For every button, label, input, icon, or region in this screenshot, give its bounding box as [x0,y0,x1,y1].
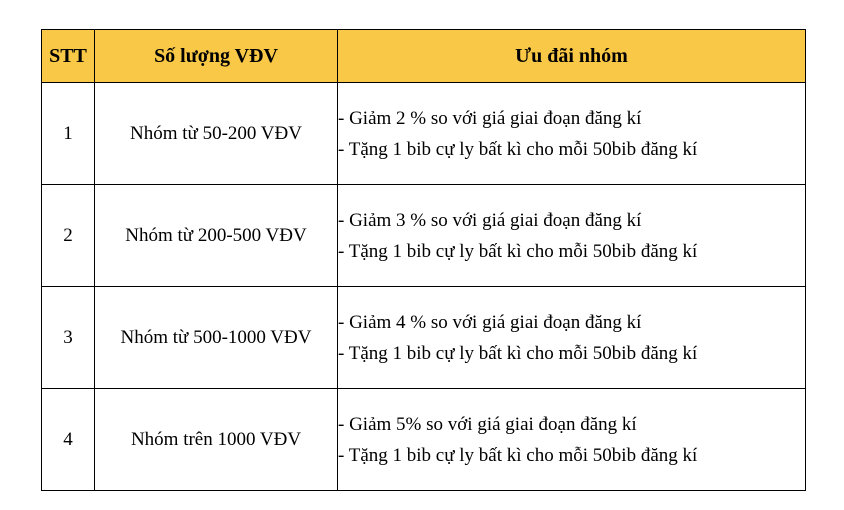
table-row [42,185,806,287]
header-quantity: Số lượng VĐV [95,30,338,83]
table-header-row [42,30,806,83]
row-quantity: Nhóm từ 200-500 VĐV [95,185,338,287]
table-row [42,389,806,491]
offer-bib-line: - Tặng 1 bib cự ly bất kì cho mỗi 50bib đăng kí [338,342,698,364]
offer-bib-line: - Tặng 1 bib cự ly bất kì cho mỗi 50bib đăng kí [338,444,698,466]
row-quantity: Nhóm từ 500-1000 VĐV [95,287,338,389]
offer-discount-line: - Giảm 3 % so với giá giai đoạn đăng kí [338,209,642,231]
offer-discount-line: - Giảm 5% so với giá giai đoạn đăng kí [338,413,637,435]
row-offer [338,83,806,185]
offer-bib-line: - Tặng 1 bib cự ly bất kì cho mỗi 50bib đăng kí [338,240,698,262]
row-stt: 3 [42,287,95,389]
row-stt: 2 [42,185,95,287]
offer-discount-line: - Giảm 4 % so với giá giai đoạn đăng kí [338,311,642,333]
row-stt: 1 [42,83,95,185]
group-offer-table [41,29,806,491]
offer-discount-line: - Giảm 2 % so với giá giai đoạn đăng kí [338,107,642,129]
table-row [42,287,806,389]
row-offer [338,185,806,287]
offer-bib-line: - Tặng 1 bib cự ly bất kì cho mỗi 50bib đăng kí [338,138,698,160]
header-stt: STT [42,30,95,83]
row-quantity: Nhóm từ 50-200 VĐV [95,83,338,185]
header-offer: Ưu đãi nhóm [338,30,806,83]
row-stt: 4 [42,389,95,491]
row-offer [338,389,806,491]
table-row [42,83,806,185]
row-quantity: Nhóm trên 1000 VĐV [95,389,338,491]
row-offer [338,287,806,389]
